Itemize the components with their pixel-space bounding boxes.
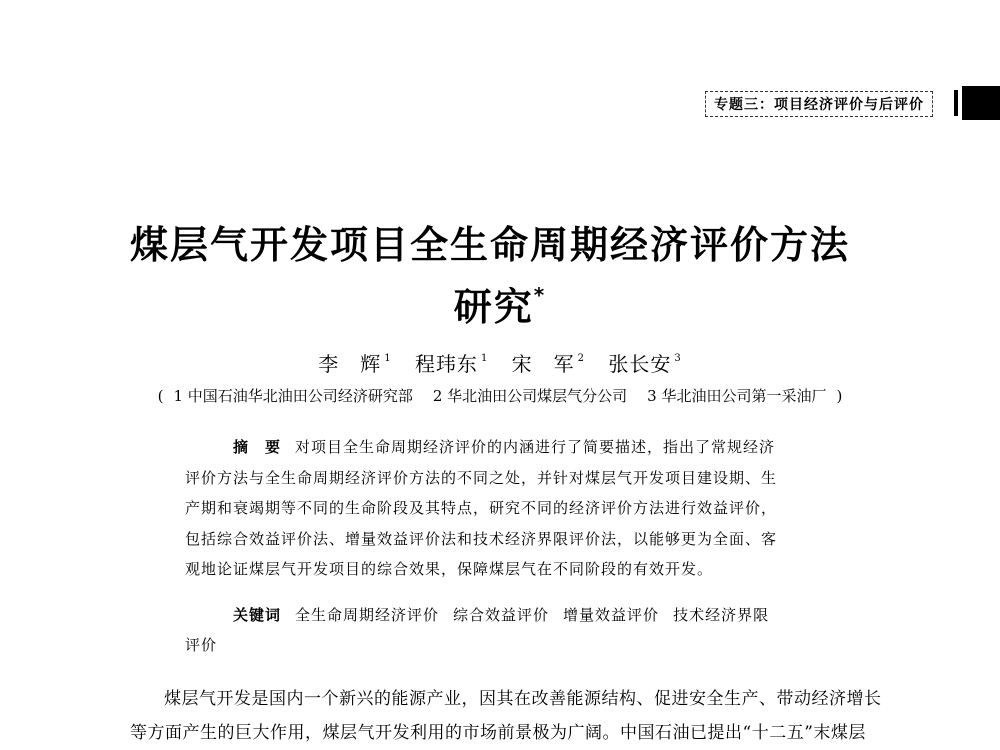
author-list xyxy=(0,348,1000,377)
author: 宋 军 $^2$ xyxy=(511,352,586,376)
body-line: 等方面产生的巨大作用，煤层气开发利用的市场前景极为广阔。中国石油已提出“十二五”末煤层 xyxy=(130,723,866,743)
affiliation-close-paren: ) xyxy=(836,387,843,405)
abstract-label: 摘 要 xyxy=(233,438,282,456)
affiliation: 1 中国石油华北油田公司经济研究部 xyxy=(173,387,413,405)
keywords xyxy=(185,600,835,660)
abstract xyxy=(185,432,835,585)
keyword: 技术经济界限 xyxy=(673,606,770,624)
author: 张长安 $^3$ xyxy=(608,352,682,376)
keyword: 全生命周期经济评价 xyxy=(295,606,440,624)
header-thin-bar xyxy=(954,90,958,116)
paper-title-line-2-text: 研究 xyxy=(453,285,534,329)
affiliation-open-paren: ( xyxy=(157,387,164,405)
keyword: 综合效益评价 xyxy=(453,606,550,624)
paper-title-line-2 xyxy=(0,276,1000,331)
affiliation-list xyxy=(0,385,1000,406)
keywords-continuation: 评价 xyxy=(185,636,218,654)
section-header xyxy=(705,91,933,117)
abstract-line: 产期和衰竭期等不同的生命阶段及其特点，研究不同的经济评价方法进行效益评价， xyxy=(185,499,778,517)
affiliation: 2 华北油田公司煤层气分公司 xyxy=(432,387,628,405)
keyword: 增量效益评价 xyxy=(563,606,660,624)
abstract-line: 观地论证煤层气开发项目的综合效果，保障煤层气在不同阶段的有效开发。 xyxy=(185,560,714,578)
body-text xyxy=(130,682,890,750)
keywords-label: 关键词 xyxy=(233,606,282,624)
affiliation: 3 华北油田公司第一采油厂 xyxy=(647,387,827,405)
abstract-line: 包括综合效益评价法、增量效益评价法和技术经济界限评价法，以能够更为全面、客 xyxy=(185,529,778,548)
section-header-label: 专题三：项目经济评价与后评价 xyxy=(714,97,924,113)
paper-title-line-1: 煤层气开发项目全生命周期经济评价方法 xyxy=(129,223,850,267)
author: 程玮东 $^1$ xyxy=(414,352,489,376)
author: 李 辉 $^1$ xyxy=(318,352,392,376)
title-footnote-mark: * xyxy=(533,283,547,307)
keywords-line xyxy=(185,600,835,630)
header-thick-bar xyxy=(962,86,1000,120)
body-line: 煤层气开发是国内一个新兴的能源产业，因其在改善能源结构、促进安全生产、带动经济增长 xyxy=(164,689,882,709)
abstract-line: 摘 要 对项目全生命周期经济评价的内涵进行了简要描述，指出了常规经济 xyxy=(233,438,776,456)
abstract-line: 评价方法与全生命周期经济评价方法的不同之处，并针对煤层气开发项目建设期、生 xyxy=(185,468,778,487)
